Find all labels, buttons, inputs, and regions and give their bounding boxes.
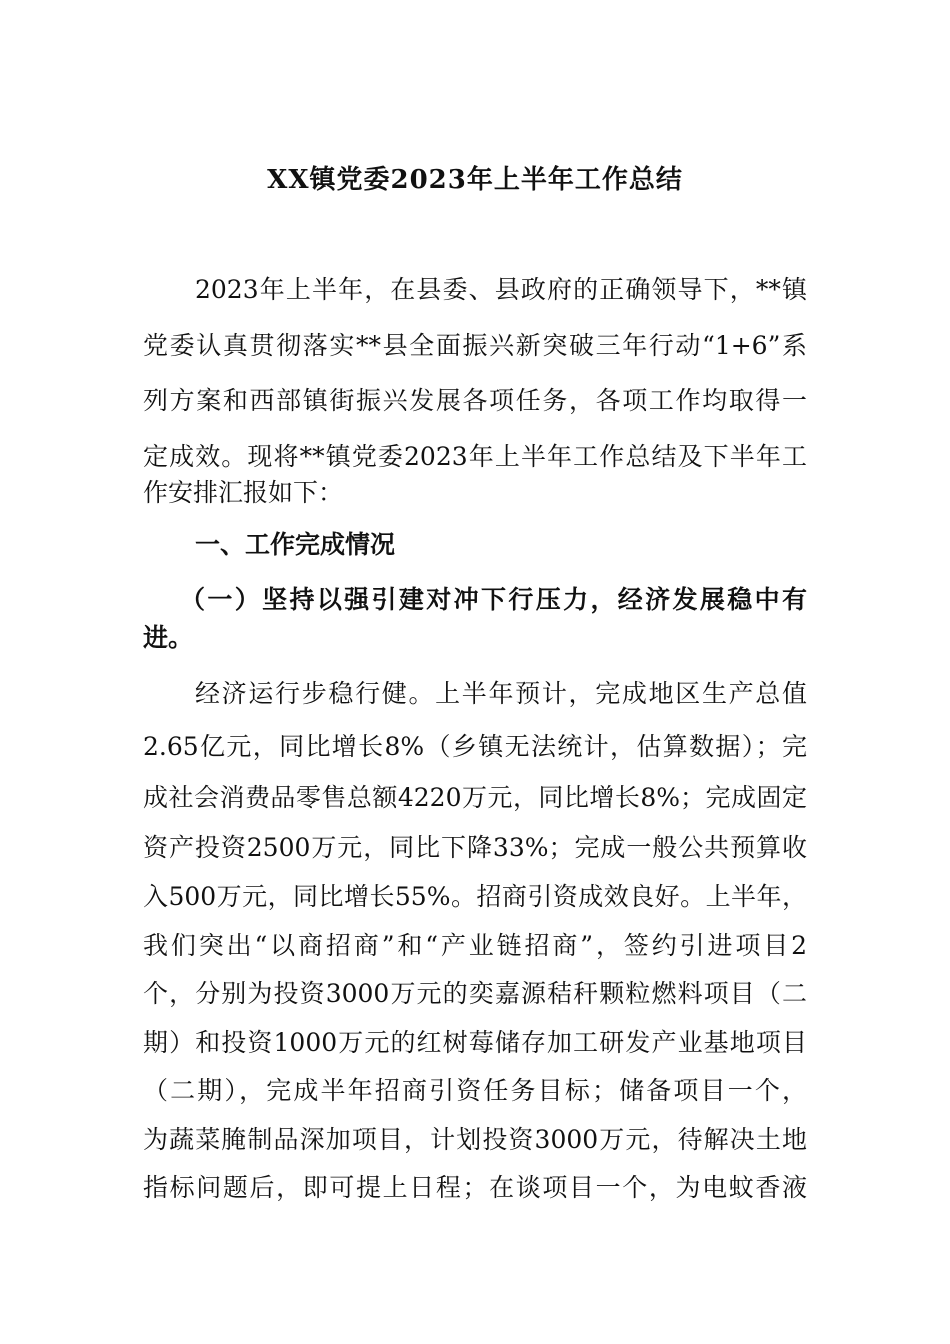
paragraph-line: 成社会消费品零售总额4220万元，同比增长8%；完成固定 <box>143 783 807 812</box>
paragraph-line: 为蔬菜腌制品深加项目，计划投资3000万元，待解决土地 <box>143 1125 807 1154</box>
paragraph-line: 作安排汇报如下： <box>143 478 344 507</box>
paragraph-line: 期）和投资1000万元的红树莓储存加工研发产业基地项目 <box>143 1028 807 1057</box>
paragraph-line: （二期），完成半年招商引资任务目标；储备项目一个， <box>143 1076 807 1105</box>
paragraph-line: 2023年上半年，在县委、县政府的正确领导下，**镇 <box>195 275 807 304</box>
paragraph-line: 资产投资2500万元，同比下降33%；完成一般公共预算收 <box>143 833 807 862</box>
paragraph-line: 2.65亿元，同比增长8%（乡镇无法统计，估算数据）；完 <box>143 732 807 761</box>
document-title: XX镇党委2023年上半年工作总结 <box>267 165 683 195</box>
paragraph-line: 列方案和西部镇街振兴发展各项任务，各项工作均取得一 <box>143 386 807 415</box>
paragraph-line: 经济运行步稳行健。上半年预计，完成地区生产总值 <box>195 679 807 708</box>
paragraph-line: 入500万元，同比增长55%。招商引资成效良好。上半年， <box>143 882 807 911</box>
paragraph-line: 指标问题后，即可提上日程；在谈项目一个，为电蚊香液 <box>143 1173 807 1202</box>
paragraph-line: 我们突出“以商招商”和“产业链招商”，签约引进项目2 <box>143 931 807 960</box>
paragraph-line: 党委认真贯彻落实**县全面振兴新突破三年行动“1+6”系 <box>143 331 807 360</box>
subsection-heading-line: （一）坚持以强引建对冲下行压力，经济发展稳中有 <box>180 585 807 614</box>
paragraph-line: 定成效。现将**镇党委2023年上半年工作总结及下半年工 <box>143 442 807 471</box>
section-heading: 一、工作完成情况 <box>195 530 396 559</box>
subsection-heading-line: 进。 <box>143 623 194 652</box>
paragraph-line: 个，分别为投资3000万元的奕嘉源秸秆颗粒燃料项目（二 <box>143 979 807 1008</box>
